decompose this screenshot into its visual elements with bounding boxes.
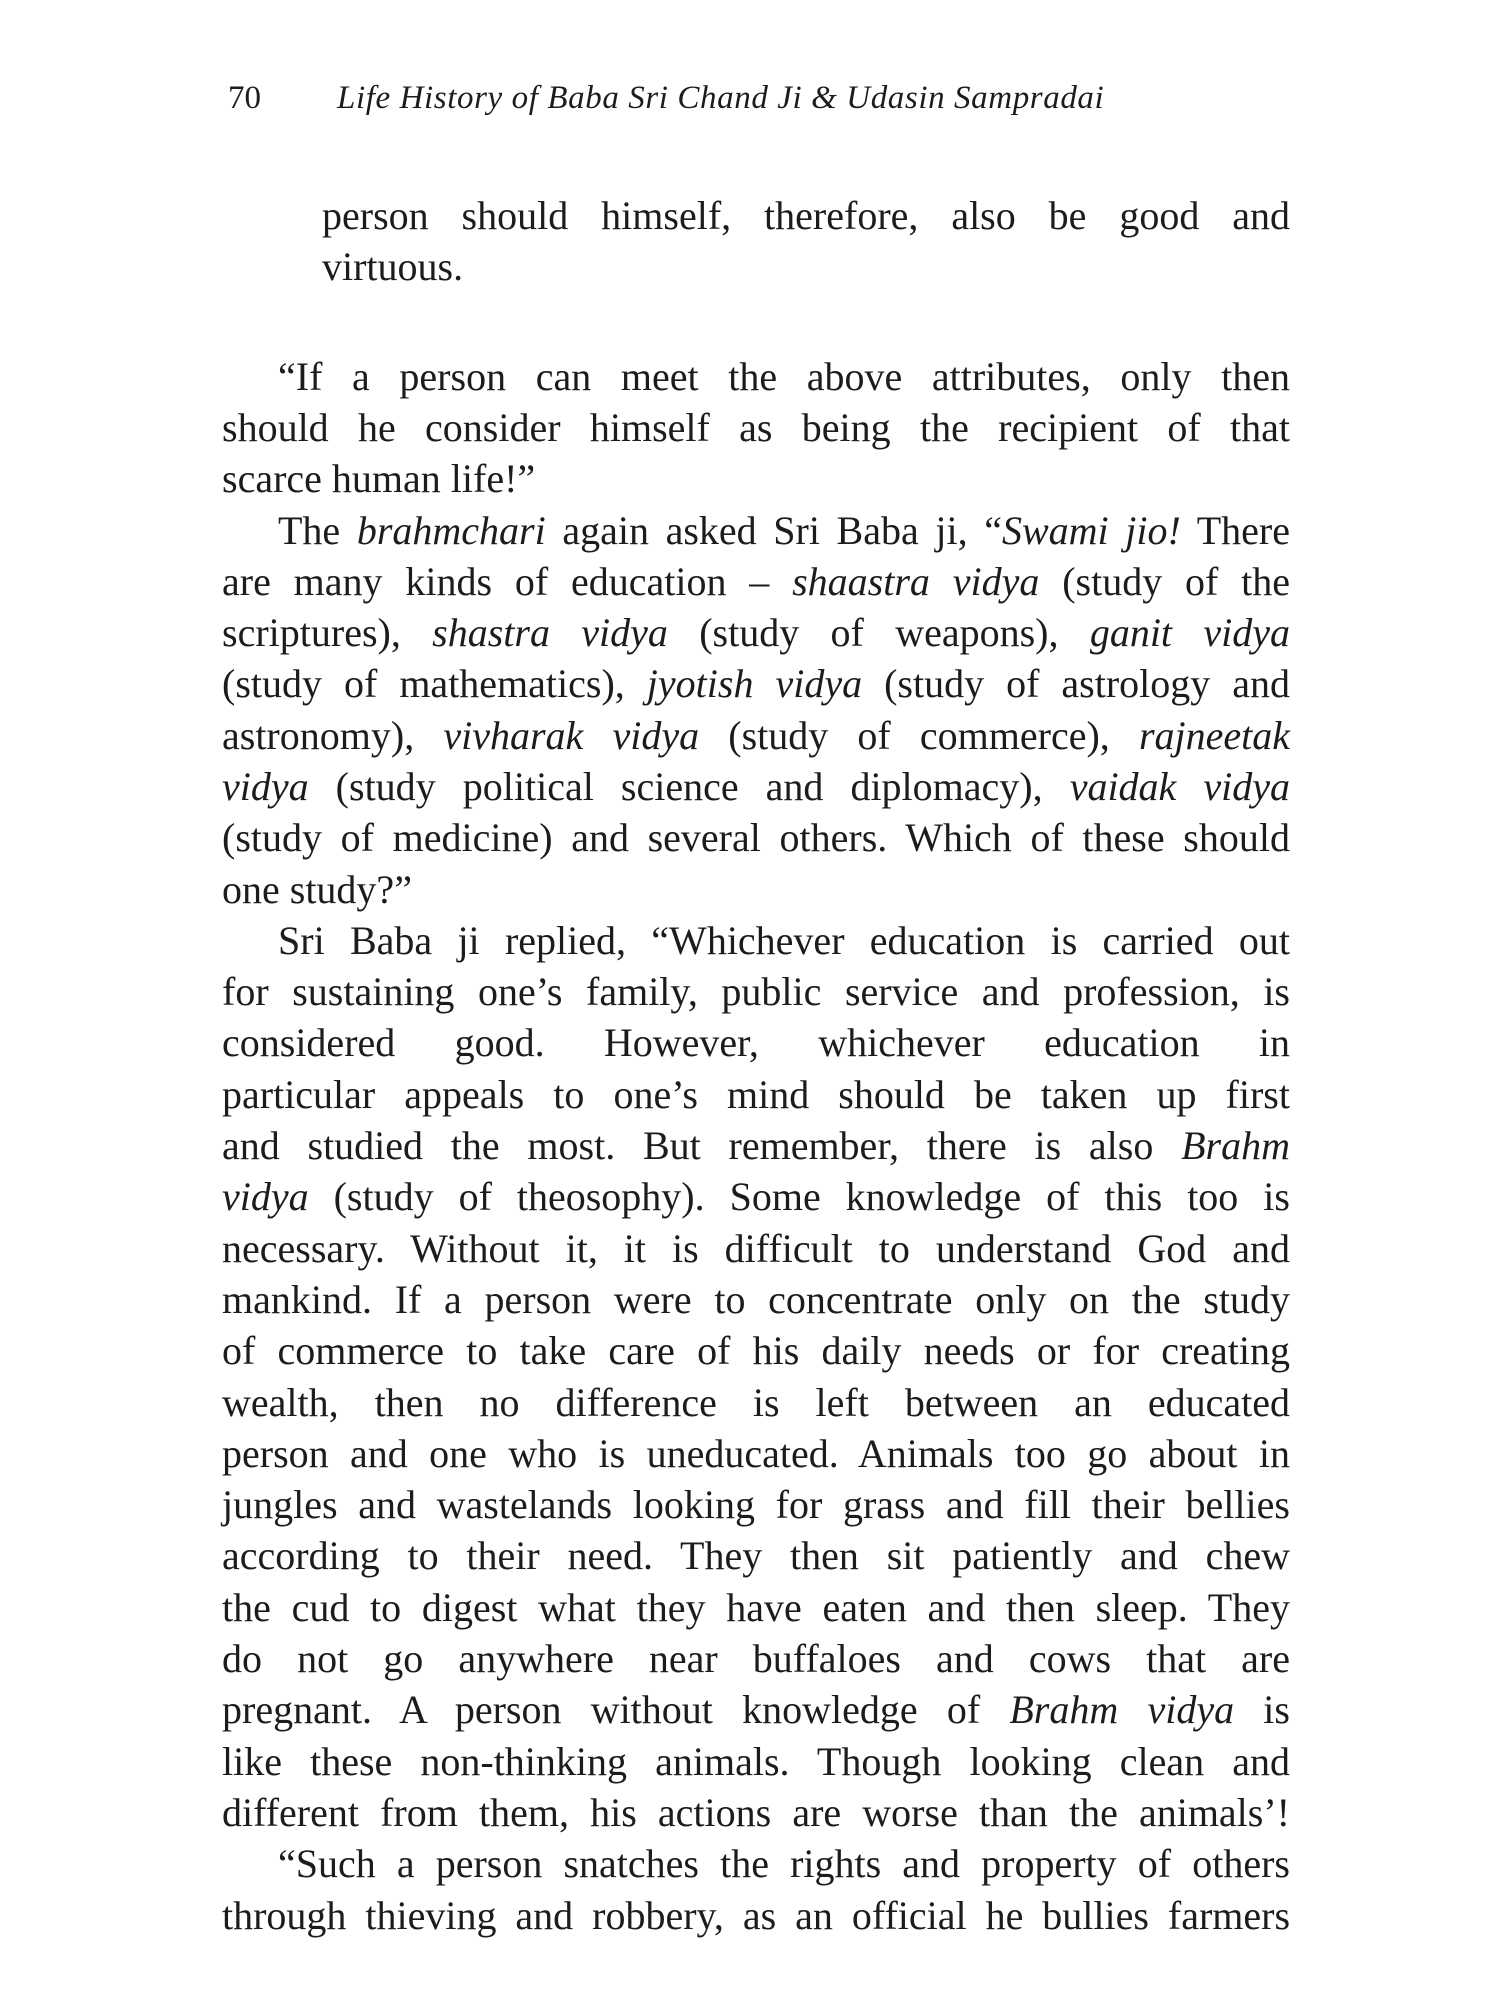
- text-run: (study political science and diplomacy),: [308, 764, 1070, 809]
- italic-term: Brahm: [1181, 1123, 1290, 1168]
- italic-term: vivharak vidya: [443, 713, 700, 758]
- text-run: through thieving and robbery, as an official he bullies farmers: [222, 1893, 1291, 1938]
- text-line: [222, 1017, 1290, 1069]
- text-line: [222, 710, 1290, 762]
- line-content: [222, 453, 535, 505]
- line-content: [222, 1069, 1290, 1121]
- text-line: [222, 402, 1290, 454]
- running-head-title: Life History of Baba Sri Chand Ji & Udasin Sampradai: [337, 80, 1105, 116]
- text-line: [222, 607, 1290, 659]
- text-line: [222, 1223, 1290, 1275]
- line-content: [222, 915, 1290, 967]
- text-run: jungles and wastelands looking for grass and fill their bellies: [222, 1482, 1290, 1527]
- text-line: [222, 1684, 1290, 1736]
- text-run: and studied the most. But remember, there is also: [222, 1123, 1182, 1168]
- italic-term: vidya: [222, 764, 309, 809]
- line-content: [222, 1582, 1290, 1634]
- text-run: (study of astrology and: [862, 661, 1291, 706]
- text-run: the cud to digest what they have eaten and then sleep. They: [222, 1585, 1290, 1630]
- paragraph-first-line: [222, 505, 1290, 557]
- line-content: [222, 710, 1290, 762]
- text-line: [222, 1120, 1290, 1172]
- text-line: [222, 1428, 1290, 1480]
- page-number: 70: [228, 80, 261, 116]
- text-line: [222, 1171, 1290, 1223]
- text-line: [222, 966, 1290, 1018]
- text-line: [222, 556, 1290, 608]
- line-content: [222, 1017, 1290, 1069]
- italic-term: vidya: [222, 1174, 309, 1219]
- line-content: [222, 1223, 1290, 1275]
- text-run: of commerce to take care of his daily needs or for creating: [222, 1328, 1291, 1373]
- italic-term: jyotish vidya: [646, 661, 863, 706]
- text-run: pregnant. A person without knowledge of: [222, 1687, 1010, 1732]
- line-content: [222, 966, 1290, 1018]
- text-line: [222, 1377, 1290, 1429]
- line-content: [222, 351, 1290, 403]
- italic-term: rajneetak: [1138, 713, 1290, 758]
- paragraph-first-line: [222, 351, 1290, 403]
- text-run: is: [1234, 1687, 1290, 1732]
- line-content: [222, 658, 1290, 710]
- text-run: “Such a person snatches the rights and property of others: [278, 1841, 1290, 1886]
- line-content: [222, 1530, 1290, 1582]
- line-content: [222, 556, 1290, 608]
- italic-term: shaastra vidya: [792, 559, 1040, 604]
- text-run: scriptures),: [222, 610, 433, 655]
- text-run: again asked Sri Baba ji, “: [545, 508, 1002, 553]
- italic-term: ganit vidya: [1089, 610, 1290, 655]
- text-line: [222, 761, 1290, 813]
- line-content: [222, 1325, 1290, 1377]
- text-run: astronomy),: [222, 713, 444, 758]
- text-run: (study of the: [1039, 559, 1291, 604]
- text-run: wealth, then no difference is left between an educated: [222, 1380, 1290, 1425]
- text-line: [322, 241, 463, 293]
- line-content: [222, 402, 1290, 454]
- text-run: mankind. If a person were to concentrate only on the study: [222, 1277, 1291, 1322]
- text-line: [222, 1479, 1290, 1531]
- text-run: according to their need. They then sit patiently and chew: [222, 1533, 1290, 1578]
- text-run: scarce human life!”: [222, 456, 536, 501]
- italic-term: brahmchari: [356, 508, 546, 553]
- italic-term: Swami jio!: [1001, 508, 1181, 553]
- line-content: [222, 864, 412, 916]
- text-line: [222, 1890, 1290, 1942]
- line-content: [222, 1838, 1290, 1890]
- line-content: [222, 1736, 1290, 1788]
- text-line: [222, 1069, 1290, 1121]
- text-run: should he consider himself as being the recipient of that: [222, 405, 1290, 450]
- text-run: virtuous.: [322, 244, 464, 289]
- text-line: [222, 812, 1290, 864]
- text-line: [222, 1325, 1290, 1377]
- italic-term: Brahm vidya: [1009, 1687, 1235, 1732]
- line-content: [222, 1171, 1290, 1223]
- line-content: [222, 1377, 1290, 1429]
- line-content: [222, 505, 1290, 557]
- line-content: [222, 607, 1290, 659]
- text-run: like these non-thinking animals. Though looking clean and: [222, 1739, 1291, 1784]
- text-run: different from them, his actions are worse than the animals’!: [222, 1790, 1291, 1835]
- text-run: “If a person can meet the above attributes, only then: [278, 354, 1290, 399]
- text-run: (study of medicine) and several others. Which of these should: [222, 815, 1290, 860]
- text-run: (study of theosophy). Some knowledge of this too is: [308, 1174, 1290, 1219]
- text-line: [222, 1530, 1290, 1582]
- text-run: The: [278, 508, 357, 553]
- line-content: [222, 1787, 1290, 1839]
- text-run: (study of commerce),: [699, 713, 1139, 758]
- paragraph-first-line: [222, 1838, 1290, 1890]
- text-line: [222, 1582, 1290, 1634]
- text-run: for sustaining one’s family, public service and profession, is: [222, 969, 1290, 1014]
- line-content: [322, 241, 463, 293]
- text-line: [222, 453, 535, 505]
- text-line: [222, 1633, 1290, 1685]
- text-run: one study?”: [222, 867, 412, 912]
- line-content: [222, 1479, 1290, 1531]
- text-run: particular appeals to one’s mind should be taken up first: [222, 1072, 1290, 1117]
- line-content: [222, 1274, 1290, 1326]
- text-line: [322, 190, 1290, 242]
- line-content: [222, 1428, 1290, 1480]
- text-run: (study of weapons),: [667, 610, 1090, 655]
- text-run: necessary. Without it, it is difficult to understand God and: [222, 1226, 1290, 1271]
- text-run: person should himself, therefore, also be good and: [322, 193, 1291, 238]
- line-content: [222, 1120, 1290, 1172]
- line-content: [222, 1633, 1290, 1685]
- text-line: [222, 658, 1290, 710]
- text-run: considered good. However, whichever education in: [222, 1020, 1290, 1065]
- line-content: [222, 761, 1290, 813]
- text-run: do not go anywhere near buffaloes and cows that are: [222, 1636, 1291, 1681]
- text-run: There: [1180, 508, 1290, 553]
- text-run: are many kinds of education –: [222, 559, 793, 604]
- text-run: (study of mathematics),: [222, 661, 647, 706]
- paragraph-first-line: [222, 915, 1290, 967]
- text-line: [222, 864, 412, 916]
- line-content: [222, 1684, 1290, 1736]
- line-content: [222, 812, 1290, 864]
- text-line: [222, 1274, 1290, 1326]
- italic-term: shastra vidya: [432, 610, 668, 655]
- text-line: [222, 1787, 1290, 1839]
- line-content: [322, 190, 1290, 242]
- italic-term: vaidak vidya: [1069, 764, 1290, 809]
- text-line: [222, 1736, 1290, 1788]
- line-content: [222, 1890, 1290, 1942]
- text-run: Sri Baba ji replied, “Whichever education is carried out: [278, 918, 1290, 963]
- text-run: person and one who is uneducated. Animals too go about in: [222, 1431, 1290, 1476]
